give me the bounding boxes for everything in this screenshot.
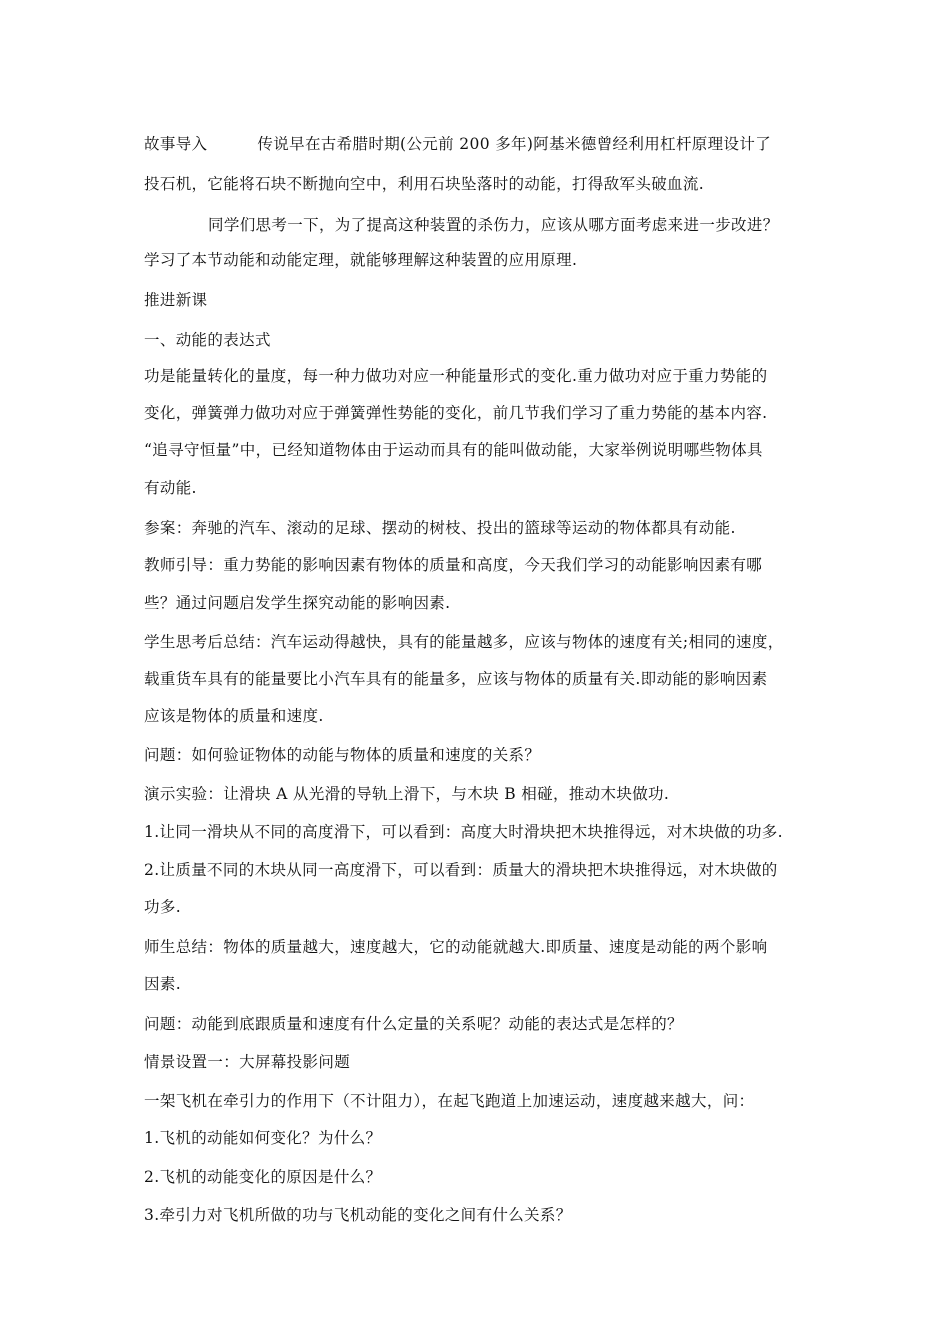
list-item: 3.牵引力对飞机所做的功与飞机动能的变化之间有什么关系？ [144,1206,572,1224]
list-item: 1.让同一滑块从不同的高度滑下，可以看到：高度大时滑块把木块推得远，对木块做的功多. [144,823,783,841]
text-line: 应该是物体的质量和速度. [144,707,324,725]
text-line: 情景设置一：大屏幕投影问题 [144,1053,351,1071]
text-line: 一架飞机在牵引力的作用下（不计阻力），在起飞跑道上加速运动，速度越来越大，问： [144,1092,755,1110]
line-text: 传说早在古希腊时期(公元前 200 多年)阿基米德曾经利用杠杆原理设计了 [257,135,772,153]
text-line: 学习了本节动能和动能定理，就能够理解这种装置的应用原理. [144,251,578,269]
text-line: 学生思考后总结：汽车运动得越快，具有的能量越多，应该与物体的速度有关;相同的速度， [144,633,784,651]
section-heading: 一、动能的表达式 [144,331,271,349]
text-line: 问题：如何验证物体的动能与物体的质量和速度的关系？ [144,746,541,764]
text-line: 有动能. [144,479,197,497]
text-line: 功是能量转化的量度，每一种力做功对应一种能量形式的变化.重力做功对应于重力势能的 [144,367,768,385]
text-line: 参案：奔驰的汽车、滚动的足球、摆动的树枝、投出的篮球等运动的物体都具有动能. [144,519,736,537]
list-item: 2.让质量不同的木块从同一高度滑下，可以看到：质量大的滑块把木块推得远，对木块做的 [144,861,778,879]
text-line: 同学们思考一下，为了提高这种装置的杀伤力，应该从哪方面考虑来进一步改进？ [208,216,779,234]
text-line: 功多. [144,898,181,916]
text-line: 演示实验：让滑块 A 从光滑的导轨上滑下，与木块 B 相碰，推动木块做功. [144,785,670,803]
text-line: 变化，弹簧弹力做功对应于弹簧弹性势能的变化，前几节我们学习了重力势能的基本内容. [144,404,768,422]
text-line: 教师引导：重力势能的影响因素有物体的质量和高度，今天我们学习的动能影响因素有哪 [144,556,763,574]
section-heading: 推进新课 [144,291,208,309]
text-line: 投石机，它能将石块不断抛向空中，利用石块坠落时的动能，打得敌军头破血流. [144,175,705,193]
list-item: 2.飞机的动能变化的原因是什么？ [144,1168,382,1186]
list-item: 1.飞机的动能如何变化？为什么？ [144,1129,382,1147]
section-label: 故事导入 [144,135,208,153]
text-line: 些？通过问题启发学生探究动能的影响因素. [144,594,451,612]
text-line: 因素. [144,975,181,993]
text-line: 问题：动能到底跟质量和速度有什么定量的关系呢？动能的表达式是怎样的？ [144,1015,683,1033]
text-line: 师生总结：物体的质量越大，速度越大，它的动能就越大.即质量、速度是动能的两个影响 [144,938,768,956]
text-line: 载重货车具有的能量要比小汽车具有的能量多，应该与物体的质量有关.即动能的影响因素 [144,670,768,688]
text-line [144,134,812,154]
text-line: “追寻守恒量”中，已经知道物体由于运动而具有的能叫做动能，大家举例说明哪些物体具 [144,441,763,459]
